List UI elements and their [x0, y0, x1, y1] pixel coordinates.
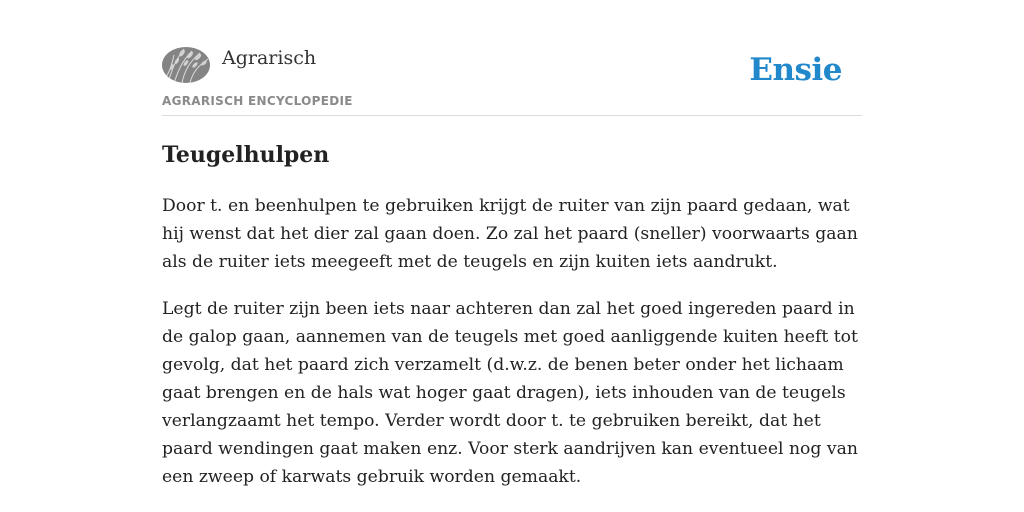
article-paragraph-2: Legt de ruiter zijn been iets naar achteren dan zal het goed ingereden paard in de galop gaan, aannemen van de teugels met goed aanliggende kuiten heeft tot gevolg, dat het paard zich verzamelt (d.w.z. de benen beter onder het lichaam gaat brengen en de hals wat hoger gaat dragen), iets inhouden van de teugels verlangzaamt het tempo. Verder wordt door t. te gebruiken bereikt, dat het paard wendingen gaat maken enz. Voor sterk aandrijven kan eventueel nog van een zweep of karwats gebruik worden gemaakt. — [162, 299, 858, 487]
wheat-ears-icon[interactable] — [162, 47, 210, 83]
article-paragraph-1: Door t. en beenhulpen te gebruiken krijgt de ruiter van zijn paard gedaan, wat hij wenst dat het dier zal gaan doen. Zo zal het paard (sneller) voorwaarts gaan als de ruiter iets meegeeft met de teugels en zijn kuiten iets aandrukt. — [162, 196, 858, 272]
site-subtitle: AGRARISCH ENCYCLOPEDIE — [162, 94, 353, 108]
site-title[interactable]: Agrarisch — [222, 47, 317, 69]
site-header — [162, 44, 862, 116]
ensie-logo[interactable]: Ensie — [749, 52, 842, 88]
article-title: Teugelhulpen — [162, 142, 330, 168]
